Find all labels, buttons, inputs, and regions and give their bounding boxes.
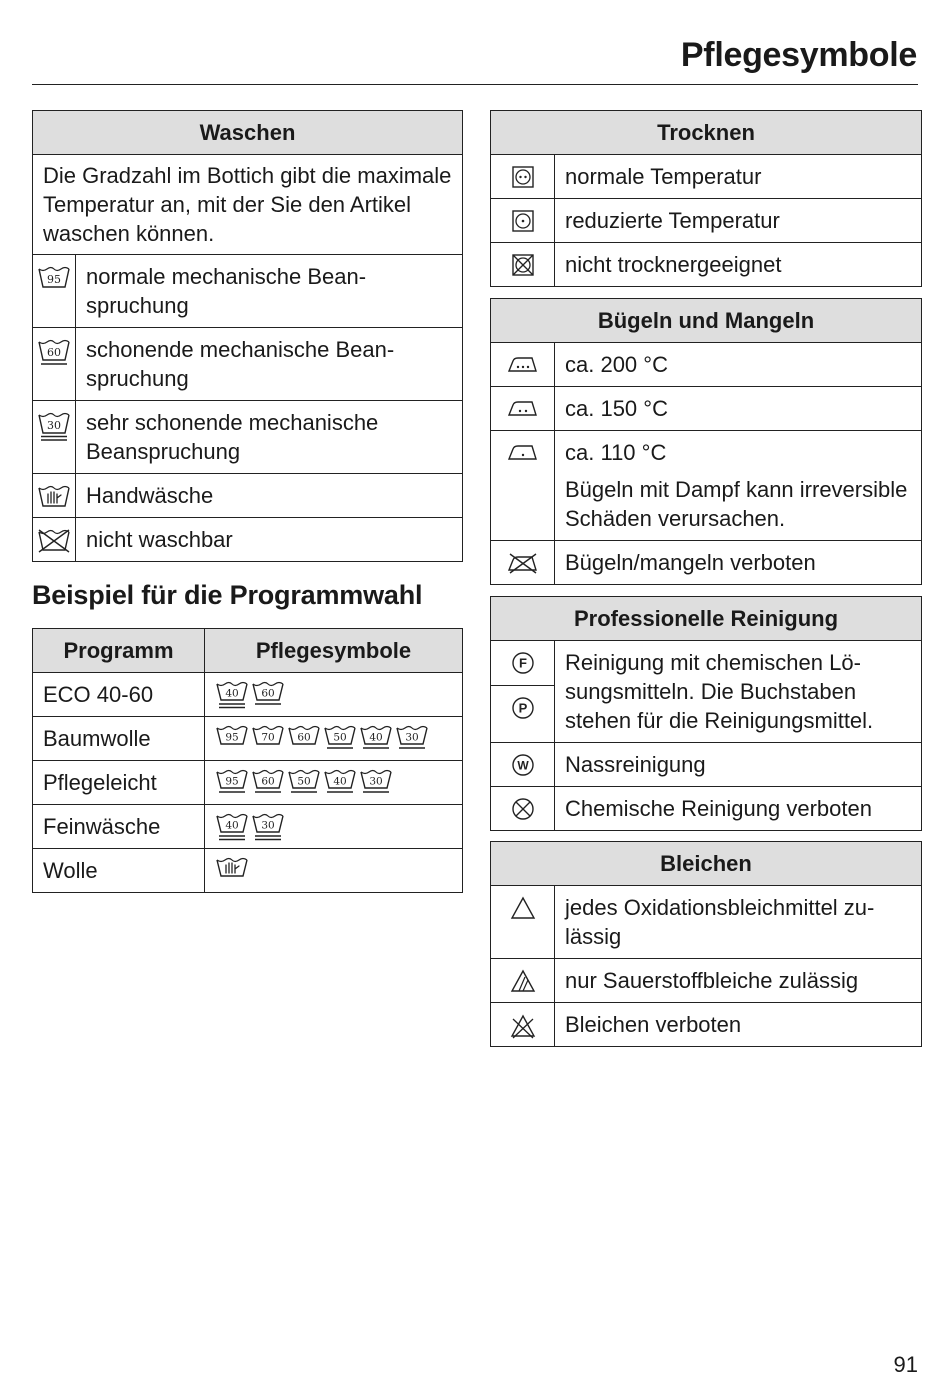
steam-warning-note: Bügeln mit Dampf kann irreversible Schäden verursachen. bbox=[565, 477, 908, 531]
wash-tub-95-icon bbox=[33, 255, 76, 328]
hand-wash-icon bbox=[215, 856, 249, 886]
bleach-row-text: Bleichen verboten bbox=[555, 1003, 922, 1047]
wash-tub-40-icon bbox=[215, 680, 249, 710]
wash-tub-50-icon bbox=[323, 724, 357, 754]
svg-text:50: 50 bbox=[297, 775, 311, 788]
iron-two-dots-icon bbox=[491, 387, 555, 431]
iron-three-dots-icon bbox=[491, 343, 555, 387]
solvent-cleaning-text: Reinigung mit chemischen Lösungsmitteln. Die Buchstaben stehen für die Reinigungsmittel. bbox=[555, 641, 922, 743]
program-name: ECO 40-60 bbox=[33, 673, 205, 717]
svg-text:40: 40 bbox=[333, 775, 347, 788]
bleach-row-text: jedes Oxidationsbleichmittel zulässig bbox=[555, 886, 922, 959]
drying-table bbox=[490, 110, 922, 287]
wash-tub-70-icon bbox=[251, 724, 285, 754]
svg-text:70: 70 bbox=[261, 731, 275, 744]
svg-text:40: 40 bbox=[225, 687, 239, 700]
program-care-symbols bbox=[205, 761, 463, 805]
no-bleach-icon bbox=[491, 1003, 555, 1047]
ironing-table bbox=[490, 298, 922, 585]
drying-heading: Trocknen bbox=[491, 111, 922, 155]
bleach-oxygen-only-icon bbox=[491, 959, 555, 1003]
tumble-dry-normal-icon bbox=[491, 155, 555, 199]
bleach-any-icon bbox=[491, 886, 555, 959]
wash-tub-95-icon bbox=[215, 724, 249, 754]
wash-tub-40-icon bbox=[323, 768, 357, 798]
svg-text:30: 30 bbox=[369, 775, 383, 788]
svg-text:60: 60 bbox=[261, 687, 275, 700]
drying-row-text: reduzierte Temperatur bbox=[555, 199, 922, 243]
program-row bbox=[33, 717, 463, 761]
tumble-dry-reduced-icon bbox=[491, 199, 555, 243]
wash-tub-60-icon bbox=[251, 768, 285, 798]
program-name: Wolle bbox=[33, 849, 205, 893]
ironing-row-text: Bügeln/mangeln verboten bbox=[555, 541, 922, 585]
svg-text:60: 60 bbox=[261, 775, 275, 788]
wash-tub-30-icon bbox=[359, 768, 393, 798]
svg-text:30: 30 bbox=[47, 419, 61, 432]
program-name: Baumwolle bbox=[33, 717, 205, 761]
no-iron-icon bbox=[491, 541, 555, 585]
page-number: 91 bbox=[893, 1352, 918, 1377]
svg-text:95: 95 bbox=[47, 273, 61, 286]
program-table bbox=[32, 628, 463, 893]
program-care-symbols bbox=[205, 673, 463, 717]
wash-tub-60-one-bar-icon bbox=[33, 328, 76, 401]
no-dry-clean-icon bbox=[491, 787, 555, 831]
washing-table bbox=[32, 110, 463, 562]
washing-intro: Die Gradzahl im Bottich gibt die maximale Temperatur an, mit der Sie den Artikel waschen können. bbox=[33, 155, 463, 255]
wash-tub-30-icon bbox=[251, 812, 285, 842]
program-name: Pflegeleicht bbox=[33, 761, 205, 805]
svg-text:40: 40 bbox=[225, 819, 239, 832]
washing-heading: Waschen bbox=[33, 111, 463, 155]
program-care-symbols bbox=[205, 849, 463, 893]
professional-cleaning-table bbox=[490, 596, 922, 831]
svg-text:60: 60 bbox=[47, 346, 61, 359]
wash-tub-30-two-bars-icon bbox=[33, 401, 76, 474]
ironing-row-text: ca. 150 °C bbox=[555, 387, 922, 431]
program-column-header: Programm bbox=[33, 629, 205, 673]
ironing-heading: Bügeln und Mangeln bbox=[491, 299, 922, 343]
professional-heading: Professionelle Reinigung bbox=[491, 597, 922, 641]
dry-clean-letter-f: F bbox=[518, 655, 527, 671]
svg-text:50: 50 bbox=[333, 731, 347, 744]
wash-tub-60-icon bbox=[287, 724, 321, 754]
svg-text:40: 40 bbox=[369, 731, 383, 744]
washing-row-text: normale mechanische Beanspruchung bbox=[76, 255, 463, 328]
program-row bbox=[33, 761, 463, 805]
washing-row-text: schonende mechanische Beanspruchung bbox=[76, 328, 463, 401]
wash-tub-40-icon bbox=[359, 724, 393, 754]
wash-tub-60-icon bbox=[251, 680, 285, 710]
no-tumble-dry-icon bbox=[491, 243, 555, 287]
svg-text:30: 30 bbox=[261, 819, 275, 832]
program-name: Feinwäsche bbox=[33, 805, 205, 849]
svg-text:30: 30 bbox=[405, 731, 419, 744]
hand-wash-icon bbox=[33, 474, 76, 518]
wet-clean-letter-w: W bbox=[516, 758, 529, 773]
svg-text:95: 95 bbox=[225, 731, 239, 744]
program-row bbox=[33, 849, 463, 893]
bleach-table bbox=[490, 841, 922, 1047]
washing-row-text: nicht waschbar bbox=[76, 518, 463, 562]
dry-clean-f-icon bbox=[491, 641, 555, 686]
dry-clean-p-icon bbox=[491, 686, 555, 743]
drying-row-text: normale Temperatur bbox=[555, 155, 922, 199]
ironing-row-text: ca. 200 °C bbox=[555, 343, 922, 387]
wash-tub-50-icon bbox=[287, 768, 321, 798]
page-title: Pflegesymbole bbox=[680, 36, 917, 74]
bleach-row-text: nur Sauerstoffbleiche zulässig bbox=[555, 959, 922, 1003]
ironing-row-cell bbox=[555, 431, 922, 541]
washing-row-text: Handwäsche bbox=[76, 474, 463, 518]
wash-tub-30-icon bbox=[395, 724, 429, 754]
no-wash-icon bbox=[33, 518, 76, 562]
symbols-column-header: Pflegesymbole bbox=[205, 629, 463, 673]
program-example-title: Beispiel für die Programmwahl bbox=[32, 580, 423, 610]
svg-text:95: 95 bbox=[225, 775, 239, 788]
wash-tub-40-icon bbox=[215, 812, 249, 842]
iron-one-dot-icon bbox=[491, 431, 555, 541]
program-care-symbols bbox=[205, 805, 463, 849]
program-row bbox=[33, 673, 463, 717]
program-care-symbols bbox=[205, 717, 463, 761]
wash-tub-95-icon bbox=[215, 768, 249, 798]
washing-row-text: sehr schonende mechanische Beanspruchung bbox=[76, 401, 463, 474]
no-dry-cleaning-text: Chemische Reinigung verboten bbox=[555, 787, 922, 831]
drying-row-text: nicht trocknergeeignet bbox=[555, 243, 922, 287]
title-divider bbox=[32, 84, 918, 85]
ironing-row-text: ca. 110 °C bbox=[565, 440, 667, 465]
svg-text:60: 60 bbox=[297, 731, 311, 744]
bleach-heading: Bleichen bbox=[491, 842, 922, 886]
wet-clean-w-icon bbox=[491, 743, 555, 787]
wet-cleaning-text: Nassreinigung bbox=[555, 743, 922, 787]
dry-clean-letter-p: P bbox=[518, 700, 527, 716]
program-row bbox=[33, 805, 463, 849]
